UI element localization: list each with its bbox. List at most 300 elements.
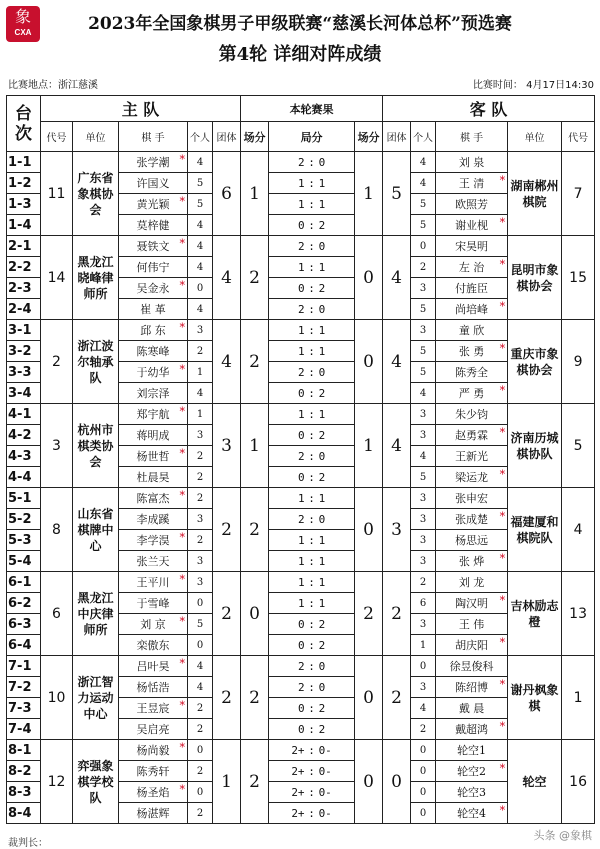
- home-player: [119, 404, 188, 425]
- home-unit: 山东省棋牌中心: [73, 488, 119, 572]
- home-individual-score: 1: [188, 404, 213, 425]
- away-individual-score: 3: [411, 425, 436, 446]
- home-player: [119, 257, 188, 278]
- home-individual-score: 4: [188, 257, 213, 278]
- away-player-name: 王 清: [458, 177, 485, 190]
- board-number: 2-3: [7, 278, 41, 299]
- home-game-points: 2: [297, 449, 305, 463]
- away-player-name: 轮空4: [457, 807, 487, 820]
- away-individual-score: 2: [411, 719, 436, 740]
- home-individual-score: 1: [188, 362, 213, 383]
- home-individual-score: 2: [188, 719, 213, 740]
- game-score: [269, 320, 355, 341]
- home-unit: 弈强象棋学校队: [73, 740, 119, 824]
- away-individual-score: 1: [411, 635, 436, 656]
- board-number: 2-4: [7, 299, 41, 320]
- home-team-score-header: 团体: [213, 122, 241, 152]
- home-player: [119, 299, 188, 320]
- board-number: 1-2: [7, 173, 41, 194]
- home-player: [119, 572, 188, 593]
- board-row: [7, 656, 595, 677]
- game-score: [269, 488, 355, 509]
- away-match-points-header: 场分: [355, 122, 383, 152]
- away-match-points: 0: [355, 740, 383, 824]
- home-individual-score: 4: [188, 152, 213, 173]
- away-game-points: 2: [318, 617, 326, 631]
- away-player: [436, 593, 508, 614]
- home-player-name: 李成蹊: [136, 513, 170, 526]
- away-player: [436, 803, 508, 824]
- home-game-points: 1: [297, 533, 305, 547]
- away-player: [436, 278, 508, 299]
- home-player-name: 张学潮: [136, 156, 170, 169]
- away-individual-score: 0: [411, 761, 436, 782]
- away-individual-score: 4: [411, 152, 436, 173]
- away-player: [436, 446, 508, 467]
- away-match-points: 2: [355, 572, 383, 656]
- home-game-points: 2: [297, 302, 305, 316]
- home-team-score: 3: [213, 404, 241, 488]
- board-row: [7, 404, 595, 425]
- home-player-name: 杨世哲: [136, 450, 170, 463]
- home-individual-score: 4: [188, 383, 213, 404]
- home-individual-score: 0: [188, 782, 213, 803]
- score-separator: :: [308, 491, 315, 505]
- home-game-points: 2+: [291, 743, 305, 757]
- match-time-text: 比赛时间： 4月17日14:30: [472, 80, 594, 91]
- home-individual-score: 4: [188, 299, 213, 320]
- home-player: [119, 656, 188, 677]
- away-individual-header: 个人: [411, 122, 436, 152]
- home-player: [119, 761, 188, 782]
- score-separator: :: [308, 743, 315, 757]
- board-number: 7-2: [7, 677, 41, 698]
- away-game-points: 0-: [318, 764, 332, 778]
- home-player-name: 刘 京: [140, 618, 166, 631]
- away-first-move-mark: *: [499, 720, 506, 733]
- home-game-points: 2: [297, 680, 305, 694]
- home-individual-score: 3: [188, 320, 213, 341]
- home-first-move-mark: *: [179, 573, 185, 586]
- score-separator: :: [308, 155, 315, 169]
- home-player: [119, 425, 188, 446]
- away-player-name: 刘 龙: [458, 576, 485, 589]
- game-score: [269, 425, 355, 446]
- away-individual-score: 3: [411, 530, 436, 551]
- home-individual-score: 2: [188, 803, 213, 824]
- away-unit: 济南历城棋协队: [508, 404, 562, 488]
- score-separator: :: [308, 302, 315, 316]
- away-first-move-mark: *: [499, 342, 506, 355]
- away-unit: 湖南郴州棋院: [508, 152, 562, 236]
- home-game-points: 1: [297, 260, 305, 274]
- board-number: 3-1: [7, 320, 41, 341]
- away-game-points: 1: [318, 491, 326, 505]
- score-separator: :: [308, 176, 315, 190]
- home-unit-header: 单位: [73, 122, 119, 152]
- home-first-move-mark: *: [179, 783, 185, 796]
- home-individual-score: 2: [188, 761, 213, 782]
- score-separator: :: [308, 344, 315, 358]
- home-individual-score: 3: [188, 425, 213, 446]
- home-player: [119, 803, 188, 824]
- home-team-score: 2: [213, 656, 241, 740]
- home-game-points: 1: [297, 575, 305, 589]
- home-match-points: 2: [241, 740, 269, 824]
- away-player-name: 戴 晨: [458, 702, 485, 715]
- home-game-points: 1: [297, 197, 305, 211]
- board-number: 3-2: [7, 341, 41, 362]
- home-game-points: 0: [297, 281, 305, 295]
- away-player: [436, 257, 508, 278]
- page-subtitle: 第4轮 详细对阵成绩: [218, 44, 382, 65]
- home-player-name: 杨恬浩: [136, 681, 170, 694]
- away-individual-score: 3: [411, 404, 436, 425]
- home-individual-score: 5: [188, 194, 213, 215]
- home-player-name: 陈寒峰: [136, 345, 170, 358]
- board-number: 8-3: [7, 782, 41, 803]
- home-individual-score: 2: [188, 530, 213, 551]
- away-player: [436, 173, 508, 194]
- away-unit-header: 单位: [508, 122, 562, 152]
- score-separator: :: [308, 449, 315, 463]
- away-player-name: 赵勇霖: [455, 429, 489, 442]
- away-player-name: 张 烨: [458, 555, 485, 568]
- home-first-move-mark: *: [179, 363, 185, 376]
- away-individual-score: 5: [411, 467, 436, 488]
- home-player-name: 杨湛辉: [136, 807, 170, 820]
- game-score: [269, 383, 355, 404]
- board-header: 台次: [7, 96, 41, 152]
- home-player-name: 黄光颖: [136, 198, 170, 211]
- away-code: 1: [562, 656, 595, 740]
- home-team-header: 主 队: [41, 96, 241, 122]
- game-score: [269, 299, 355, 320]
- board-number: 6-3: [7, 614, 41, 635]
- away-team-score: 3: [383, 488, 411, 572]
- away-team-score: 4: [383, 236, 411, 320]
- away-individual-score: 4: [411, 383, 436, 404]
- away-game-points: 0-: [318, 785, 332, 799]
- away-match-points: 0: [355, 488, 383, 572]
- home-individual-score: 2: [188, 488, 213, 509]
- home-unit: 浙江波尔轴承队: [73, 320, 119, 404]
- game-score: [269, 530, 355, 551]
- home-player-name: 陈秀轩: [136, 765, 170, 778]
- away-match-points: 0: [355, 236, 383, 320]
- game-score: [269, 215, 355, 236]
- away-game-points: 0: [318, 512, 326, 526]
- away-individual-score: 0: [411, 656, 436, 677]
- home-match-points: 2: [241, 488, 269, 572]
- board-number: 8-2: [7, 761, 41, 782]
- away-player: [436, 698, 508, 719]
- home-game-points: 2: [297, 659, 305, 673]
- away-player-name: 梁运龙: [455, 471, 489, 484]
- score-separator: :: [308, 239, 315, 253]
- away-individual-score: 4: [411, 446, 436, 467]
- home-player: [119, 719, 188, 740]
- away-team-score: 4: [383, 320, 411, 404]
- away-individual-score: 3: [411, 488, 436, 509]
- away-first-move-mark: *: [499, 804, 506, 817]
- away-player-name: 付旌臣: [455, 282, 489, 295]
- home-game-points: 0: [297, 722, 305, 736]
- away-player-name: 童 欣: [458, 324, 485, 337]
- score-separator: :: [308, 764, 315, 778]
- home-player-name: 邱 东: [140, 324, 166, 337]
- home-player-name: 刘宗泽: [136, 387, 170, 400]
- home-player: [119, 278, 188, 299]
- home-unit: 黑龙江中庆律师所: [73, 572, 119, 656]
- away-player: [436, 656, 508, 677]
- home-match-points: 1: [241, 404, 269, 488]
- away-player: [436, 719, 508, 740]
- home-player-name: 于雪峰: [136, 597, 170, 610]
- home-unit: 杭州市棋类协会: [73, 404, 119, 488]
- away-individual-score: 4: [411, 173, 436, 194]
- score-separator: :: [308, 407, 315, 421]
- away-player-header: 棋 手: [436, 122, 508, 152]
- home-game-points: 2: [297, 512, 305, 526]
- board-row: [7, 236, 595, 257]
- game-score: [269, 719, 355, 740]
- away-player: [436, 467, 508, 488]
- board-number: 7-1: [7, 656, 41, 677]
- score-separator: :: [308, 428, 315, 442]
- home-individual-score: 2: [188, 467, 213, 488]
- home-player: [119, 194, 188, 215]
- home-match-points: 2: [241, 320, 269, 404]
- home-first-move-mark: *: [179, 699, 185, 712]
- home-team-score: 4: [213, 236, 241, 320]
- board-number: 7-4: [7, 719, 41, 740]
- board-number: 5-4: [7, 551, 41, 572]
- home-code: 11: [41, 152, 73, 236]
- away-individual-score: 3: [411, 677, 436, 698]
- home-player-name: 王昱宸: [136, 702, 170, 715]
- game-points-header: 局分: [269, 122, 355, 152]
- home-player-header: 棋 手: [119, 122, 188, 152]
- away-player: [436, 299, 508, 320]
- board-row: [7, 572, 595, 593]
- score-separator: :: [308, 197, 315, 211]
- away-player: [436, 236, 508, 257]
- away-player-name: 杨思远: [455, 534, 489, 547]
- away-first-move-mark: *: [499, 636, 506, 649]
- away-game-points: 1: [318, 575, 326, 589]
- home-player: [119, 467, 188, 488]
- away-player: [436, 551, 508, 572]
- home-code: 2: [41, 320, 73, 404]
- away-game-points: 1: [318, 596, 326, 610]
- home-code-header: 代号: [41, 122, 73, 152]
- away-first-move-mark: *: [499, 468, 506, 481]
- home-player: [119, 530, 188, 551]
- home-individual-score: 5: [188, 614, 213, 635]
- board-number: 3-4: [7, 383, 41, 404]
- home-game-points: 1: [297, 344, 305, 358]
- home-individual-header: 个人: [188, 122, 213, 152]
- home-game-points: 2+: [291, 764, 305, 778]
- score-separator: :: [308, 533, 315, 547]
- board-number: 1-3: [7, 194, 41, 215]
- game-score: [269, 656, 355, 677]
- away-player: [436, 425, 508, 446]
- board-number: 4-1: [7, 404, 41, 425]
- score-separator: :: [308, 785, 315, 799]
- away-game-points: 1: [318, 533, 326, 547]
- away-team-score: 2: [383, 572, 411, 656]
- home-player: [119, 383, 188, 404]
- home-game-points: 0: [297, 638, 305, 652]
- away-individual-score: 3: [411, 551, 436, 572]
- away-player-name: 左 治: [458, 261, 485, 274]
- game-score: [269, 740, 355, 761]
- away-first-move-mark: *: [499, 594, 506, 607]
- game-score: [269, 551, 355, 572]
- away-first-move-mark: *: [499, 678, 506, 691]
- home-player-name: 崔 革: [140, 303, 166, 316]
- away-game-points: 0: [318, 239, 326, 253]
- away-game-points: 1: [318, 197, 326, 211]
- game-score: [269, 236, 355, 257]
- away-player-name: 陶汉明: [455, 597, 489, 610]
- away-game-points: 2: [318, 470, 326, 484]
- away-player: [436, 362, 508, 383]
- home-player-name: 栾傲东: [136, 639, 170, 652]
- home-code: 6: [41, 572, 73, 656]
- board-number: 6-1: [7, 572, 41, 593]
- game-score: [269, 593, 355, 614]
- home-code: 3: [41, 404, 73, 488]
- away-player-name: 轮空3: [457, 786, 487, 799]
- board-number: 5-3: [7, 530, 41, 551]
- home-player-name: 许国义: [136, 177, 170, 190]
- board-number: 7-3: [7, 698, 41, 719]
- game-score: [269, 194, 355, 215]
- home-game-points: 1: [297, 407, 305, 421]
- home-player: [119, 446, 188, 467]
- home-player-name: 吴启亮: [136, 723, 170, 736]
- board-row: [7, 152, 595, 173]
- home-individual-score: 2: [188, 698, 213, 719]
- home-game-points: 0: [297, 428, 305, 442]
- score-separator: :: [308, 365, 315, 379]
- home-game-points: 1: [297, 491, 305, 505]
- away-first-move-mark: *: [499, 762, 506, 775]
- board-row: [7, 488, 595, 509]
- home-player-name: 何伟宁: [136, 261, 170, 274]
- away-player-name: 陈绍博: [455, 681, 489, 694]
- score-separator: :: [308, 659, 315, 673]
- home-player-name: 吕叶昊: [136, 660, 170, 673]
- away-first-move-mark: *: [499, 384, 506, 397]
- home-team-score: 6: [213, 152, 241, 236]
- away-individual-score: 6: [411, 593, 436, 614]
- home-individual-score: 3: [188, 572, 213, 593]
- home-game-points: 0: [297, 470, 305, 484]
- home-first-move-mark: *: [179, 321, 185, 334]
- away-player: [436, 383, 508, 404]
- away-player: [436, 404, 508, 425]
- score-separator: :: [308, 575, 315, 589]
- home-game-points: 1: [297, 596, 305, 610]
- board-number: 6-4: [7, 635, 41, 656]
- away-individual-score: 3: [411, 278, 436, 299]
- home-individual-score: 0: [188, 635, 213, 656]
- board-number: 3-3: [7, 362, 41, 383]
- round-result-header: 本轮赛果: [241, 96, 383, 122]
- home-player: [119, 173, 188, 194]
- home-individual-score: 4: [188, 677, 213, 698]
- game-score: [269, 467, 355, 488]
- away-individual-score: 0: [411, 740, 436, 761]
- game-score: [269, 173, 355, 194]
- away-player-name: 谢业枧: [455, 219, 489, 232]
- board-number: 1-1: [7, 152, 41, 173]
- away-player: [436, 635, 508, 656]
- away-game-points: 0: [318, 659, 326, 673]
- away-game-points: 1: [318, 407, 326, 421]
- away-player: [436, 152, 508, 173]
- home-player-name: 郑宇航: [136, 408, 170, 421]
- away-team-score: 0: [383, 740, 411, 824]
- game-score: [269, 614, 355, 635]
- away-player-name: 严 勇: [458, 387, 485, 400]
- board-number: 4-3: [7, 446, 41, 467]
- away-player-name: 徐昱俊科: [449, 660, 494, 673]
- board-number: 5-2: [7, 509, 41, 530]
- away-game-points: 2: [318, 386, 326, 400]
- home-player: [119, 740, 188, 761]
- away-player: [436, 341, 508, 362]
- score-separator: :: [308, 722, 315, 736]
- away-individual-score: 4: [411, 698, 436, 719]
- away-player-name: 朱少钧: [455, 408, 489, 421]
- away-first-move-mark: *: [499, 510, 506, 523]
- score-separator: :: [308, 260, 315, 274]
- board-number: 6-2: [7, 593, 41, 614]
- away-team-score: 2: [383, 656, 411, 740]
- away-code: 16: [562, 740, 595, 824]
- away-team-score: 5: [383, 152, 411, 236]
- away-player-name: 轮空2: [457, 765, 487, 778]
- home-player-name: 张兰天: [136, 555, 170, 568]
- board-number: 4-4: [7, 467, 41, 488]
- home-player: [119, 488, 188, 509]
- away-player: [436, 215, 508, 236]
- home-player: [119, 593, 188, 614]
- away-individual-score: 0: [411, 782, 436, 803]
- board-row: [7, 740, 595, 761]
- away-game-points: 0-: [318, 806, 332, 820]
- score-separator: :: [308, 323, 315, 337]
- home-match-points: 2: [241, 236, 269, 320]
- away-first-move-mark: *: [499, 174, 506, 187]
- home-game-points: 0: [297, 218, 305, 232]
- home-player-name: 杨圣焰: [136, 786, 170, 799]
- away-player-name: 王 伟: [458, 618, 485, 631]
- away-game-points: 0: [318, 365, 326, 379]
- home-player-name: 吴金永: [136, 282, 170, 295]
- away-first-move-mark: *: [499, 426, 506, 439]
- away-player-name: 尚培峰: [455, 303, 489, 316]
- game-score: [269, 698, 355, 719]
- home-team-score: 1: [213, 740, 241, 824]
- home-match-points: 0: [241, 572, 269, 656]
- game-score: [269, 152, 355, 173]
